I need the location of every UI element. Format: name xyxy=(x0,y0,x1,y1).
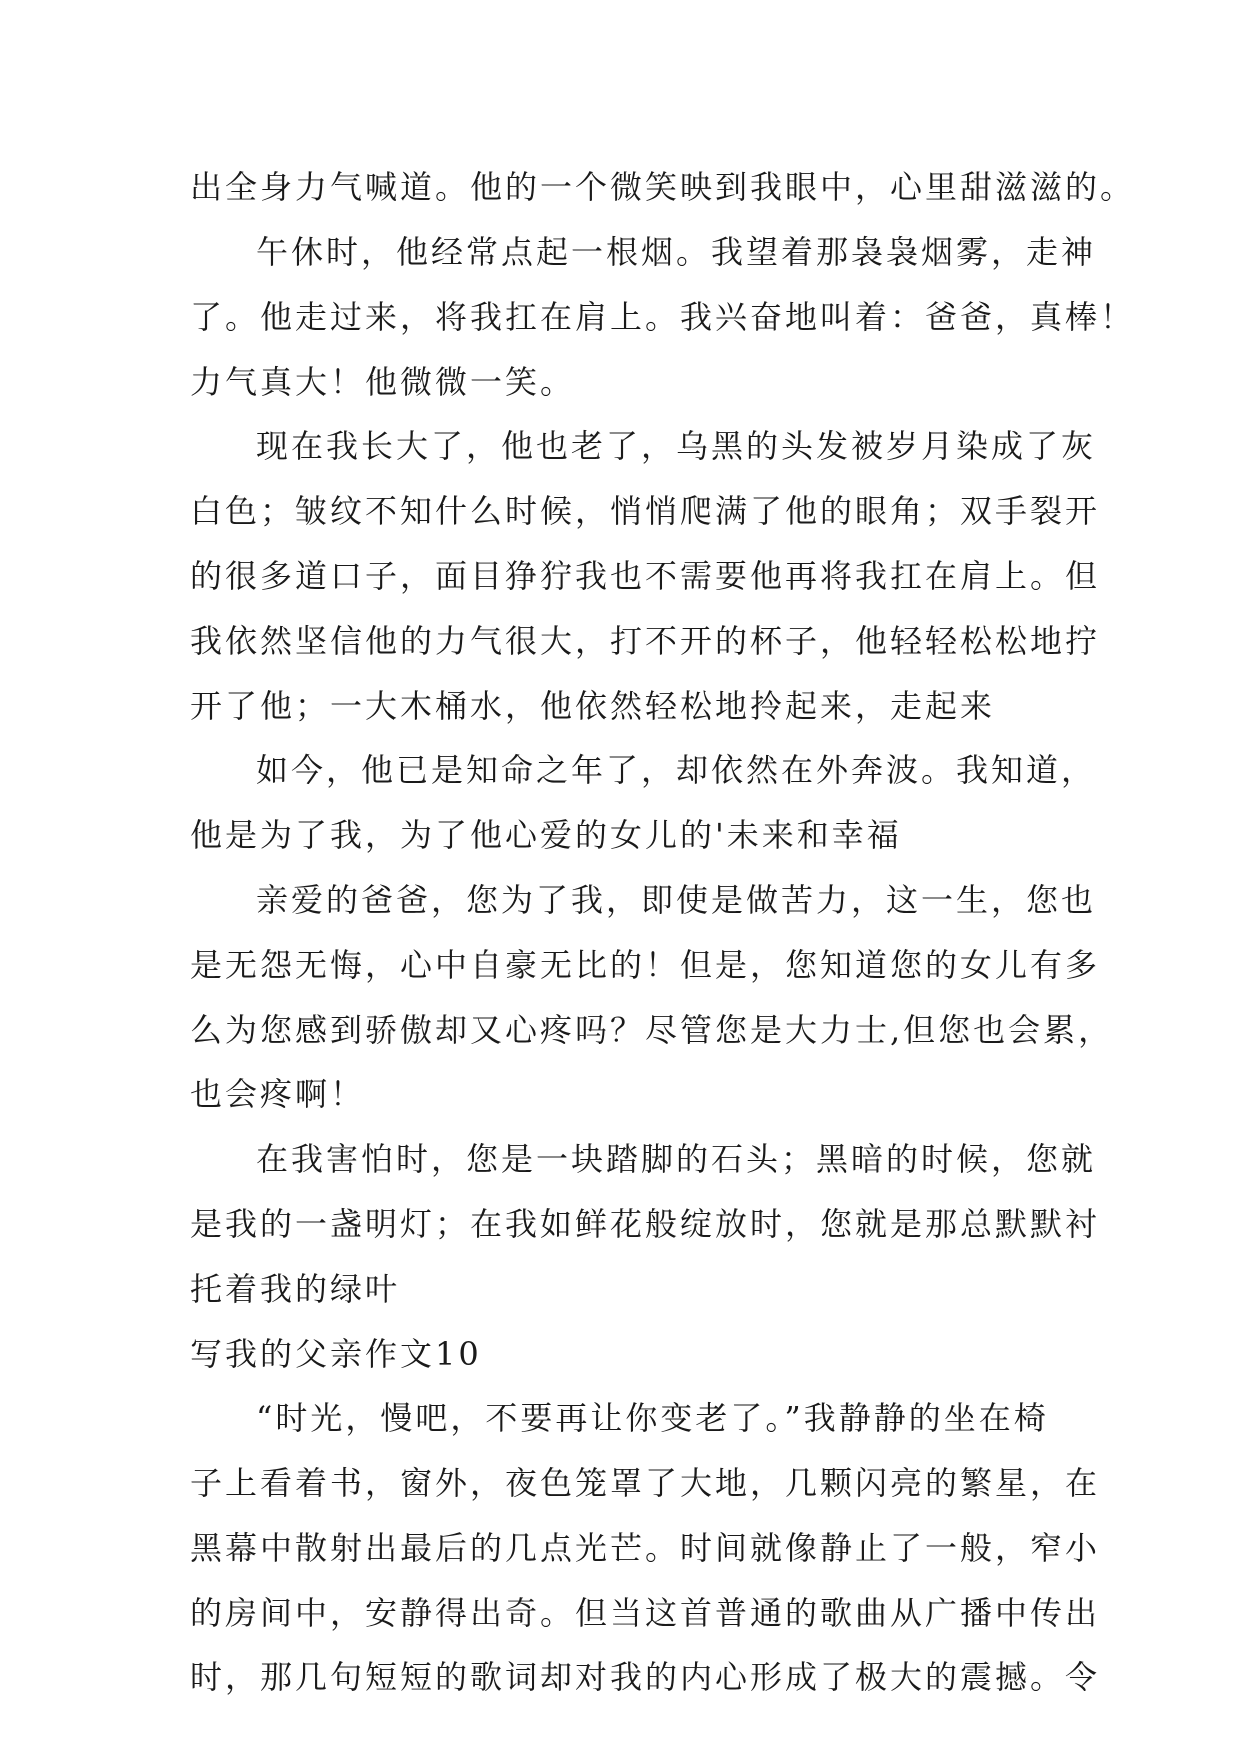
text-line: “时光，慢吧，不要再让你变老了。”我静静的坐在椅 xyxy=(256,1399,1049,1437)
text-line: 托着我的绿叶 xyxy=(190,1270,401,1308)
text-line: 么为您感到骄傲却又心疼吗？尽管您是大力士,但您也会累， xyxy=(190,1011,1114,1049)
text-line: 如今，他已是知命之年了，却依然在外奔波。我知道， xyxy=(256,751,1097,789)
section-heading: 写我的父亲作文10 xyxy=(190,1335,482,1373)
text-line: 白色；皱纹不知什么时候，悄悄爬满了他的眼角；双手裂开 xyxy=(190,492,1101,530)
text-line: 在我害怕时，您是一块踏脚的石头；黑暗的时候，您就 xyxy=(256,1140,1097,1178)
text-line: 亲爱的爸爸，您为了我，即使是做苦力，这一生，您也 xyxy=(256,881,1097,919)
text-line: 开了他；一大木桶水，他依然轻松地拎起来，走起来 xyxy=(190,687,996,725)
text-line: 黑幕中散射出最后的几点光芒。时间就像静止了一般，窄小 xyxy=(190,1529,1101,1567)
text-line: 我依然坚信他的力气很大，打不开的杯子，他轻轻松松地拧 xyxy=(190,622,1101,660)
text-line: 是无怨无悔，心中自豪无比的！但是，您知道您的女儿有多 xyxy=(190,946,1101,984)
text-line: 力气真大！他微微一笑。 xyxy=(190,363,576,401)
text-line: 出全身力气喊道。他的一个微笑映到我眼中，心里甜滋滋的。 xyxy=(190,168,1136,206)
text-line: 的很多道口子，面目狰狞我也不需要他再将我扛在肩上。但 xyxy=(190,557,1101,595)
text-line: 时，那几句短短的歌词却对我的内心形成了极大的震撼。令 xyxy=(190,1658,1101,1696)
text-line: 现在我长大了，他也老了，乌黑的头发被岁月染成了灰 xyxy=(256,427,1097,465)
text-line: 子上看着书，窗外，夜色笼罩了大地，几颗闪亮的繁星，在 xyxy=(190,1464,1101,1502)
text-line: 了。他走过来，将我扛在肩上。我兴奋地叫着：爸爸，真棒！ xyxy=(190,298,1136,336)
text-line: 是我的一盏明灯；在我如鲜花般绽放时，您就是那总默默衬 xyxy=(190,1205,1101,1243)
text-line: 也会疼啊！ xyxy=(190,1075,366,1113)
text-line: 午休时，他经常点起一根烟。我望着那袅袅烟雾，走神 xyxy=(256,233,1097,271)
text-line: 的房间中，安静得出奇。但当这首普通的歌曲从广播中传出 xyxy=(190,1594,1101,1632)
text-line: 他是为了我，为了他心爱的女儿的'未来和幸福 xyxy=(190,816,902,854)
